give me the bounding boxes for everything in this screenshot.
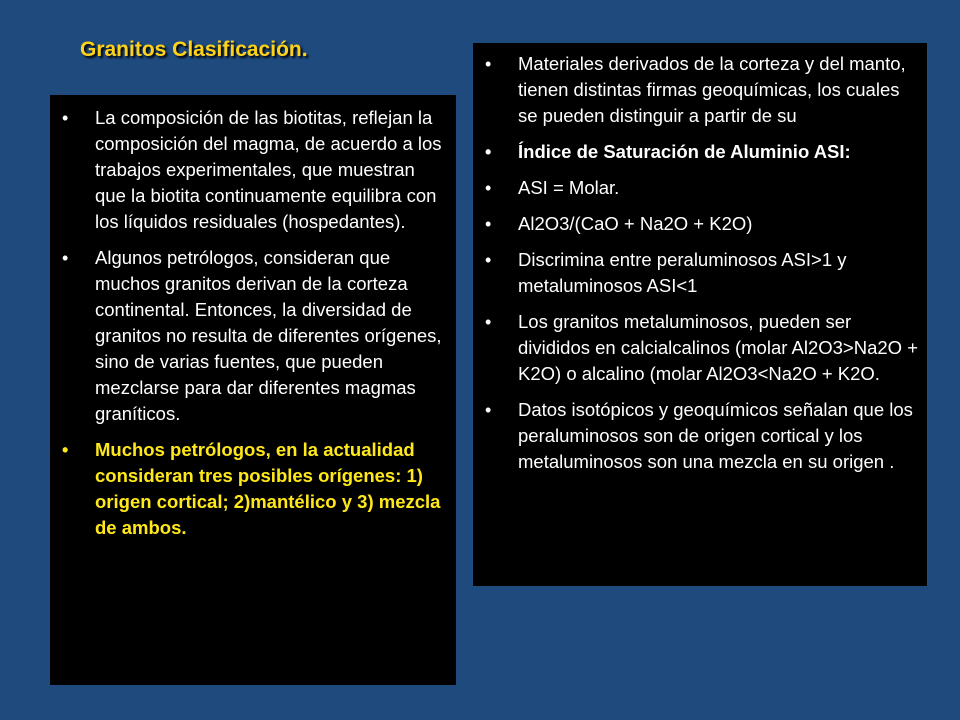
bullet-icon: • [485,54,492,74]
list-item-text: Materiales derivados de la corteza y del manto, tienen distintas firmas geoquímicas, los cuales se pueden distinguir a partir de su [518,53,906,126]
bullet-icon: • [62,108,69,128]
left-text-box [50,95,456,685]
list-item-text: Índice de Saturación de Aluminio ASI: [518,141,851,162]
list-item-text: Al2O3/(CaO + Na2O + K2O) [518,213,753,234]
list-item-text: ASI = Molar. [518,177,620,198]
list-item [62,245,448,427]
list-item [485,247,919,299]
list-item-highlight [62,437,448,541]
bullet-icon: • [62,440,69,460]
list-item-text: Muchos petrólogos, en la actualidad consideran tres posibles orígenes: 1) origen cortical; 2)mantélico y 3) mezcla de ambos. [95,439,441,538]
bullet-icon: • [485,178,492,198]
slide-title: Granitos Clasificación. [80,38,308,61]
right-bullet-list [485,51,919,475]
list-item [485,211,919,237]
list-item-text: Los granitos metaluminosos, pueden ser divididos en calcialcalinos (molar Al2O3>Na2O + K2O) o alcalino (molar Al2O3<Na2O + K2O. [518,311,919,384]
list-item [485,309,919,387]
list-item-text: Datos isotópicos y geoquímicos señalan que los peraluminosos son de origen cortical y los metaluminosos son una mezcla en su origen . [518,399,913,472]
bullet-icon: • [485,142,492,162]
list-item [62,105,448,235]
bullet-icon: • [485,250,492,270]
list-item [485,397,919,475]
list-item-text: Discrimina entre peraluminosos ASI>1 y metaluminosos ASI<1 [518,249,847,296]
list-item-text: Algunos petrólogos, consideran que muchos granitos derivan de la corteza continental. Entonces, la diversidad de granitos no resulta de diferentes orígenes, sino de varias fuentes, que pueden mezclarse para dar diferentes magmas graníticos. [95,247,442,424]
list-item [485,51,919,129]
bullet-icon: • [62,248,69,268]
bullet-icon: • [485,400,492,420]
right-text-box [473,43,927,586]
left-bullet-list [62,105,448,541]
bullet-icon: • [485,312,492,332]
bullet-icon: • [485,214,492,234]
list-item-bold [485,139,919,165]
list-item-text: La composición de las biotitas, reflejan la composición del magma, de acuerdo a los trabajos experimentales, que muestran que la biotita continuamente equilibra con los líquidos residuales (hospedantes). [95,107,442,232]
list-item [485,175,919,201]
